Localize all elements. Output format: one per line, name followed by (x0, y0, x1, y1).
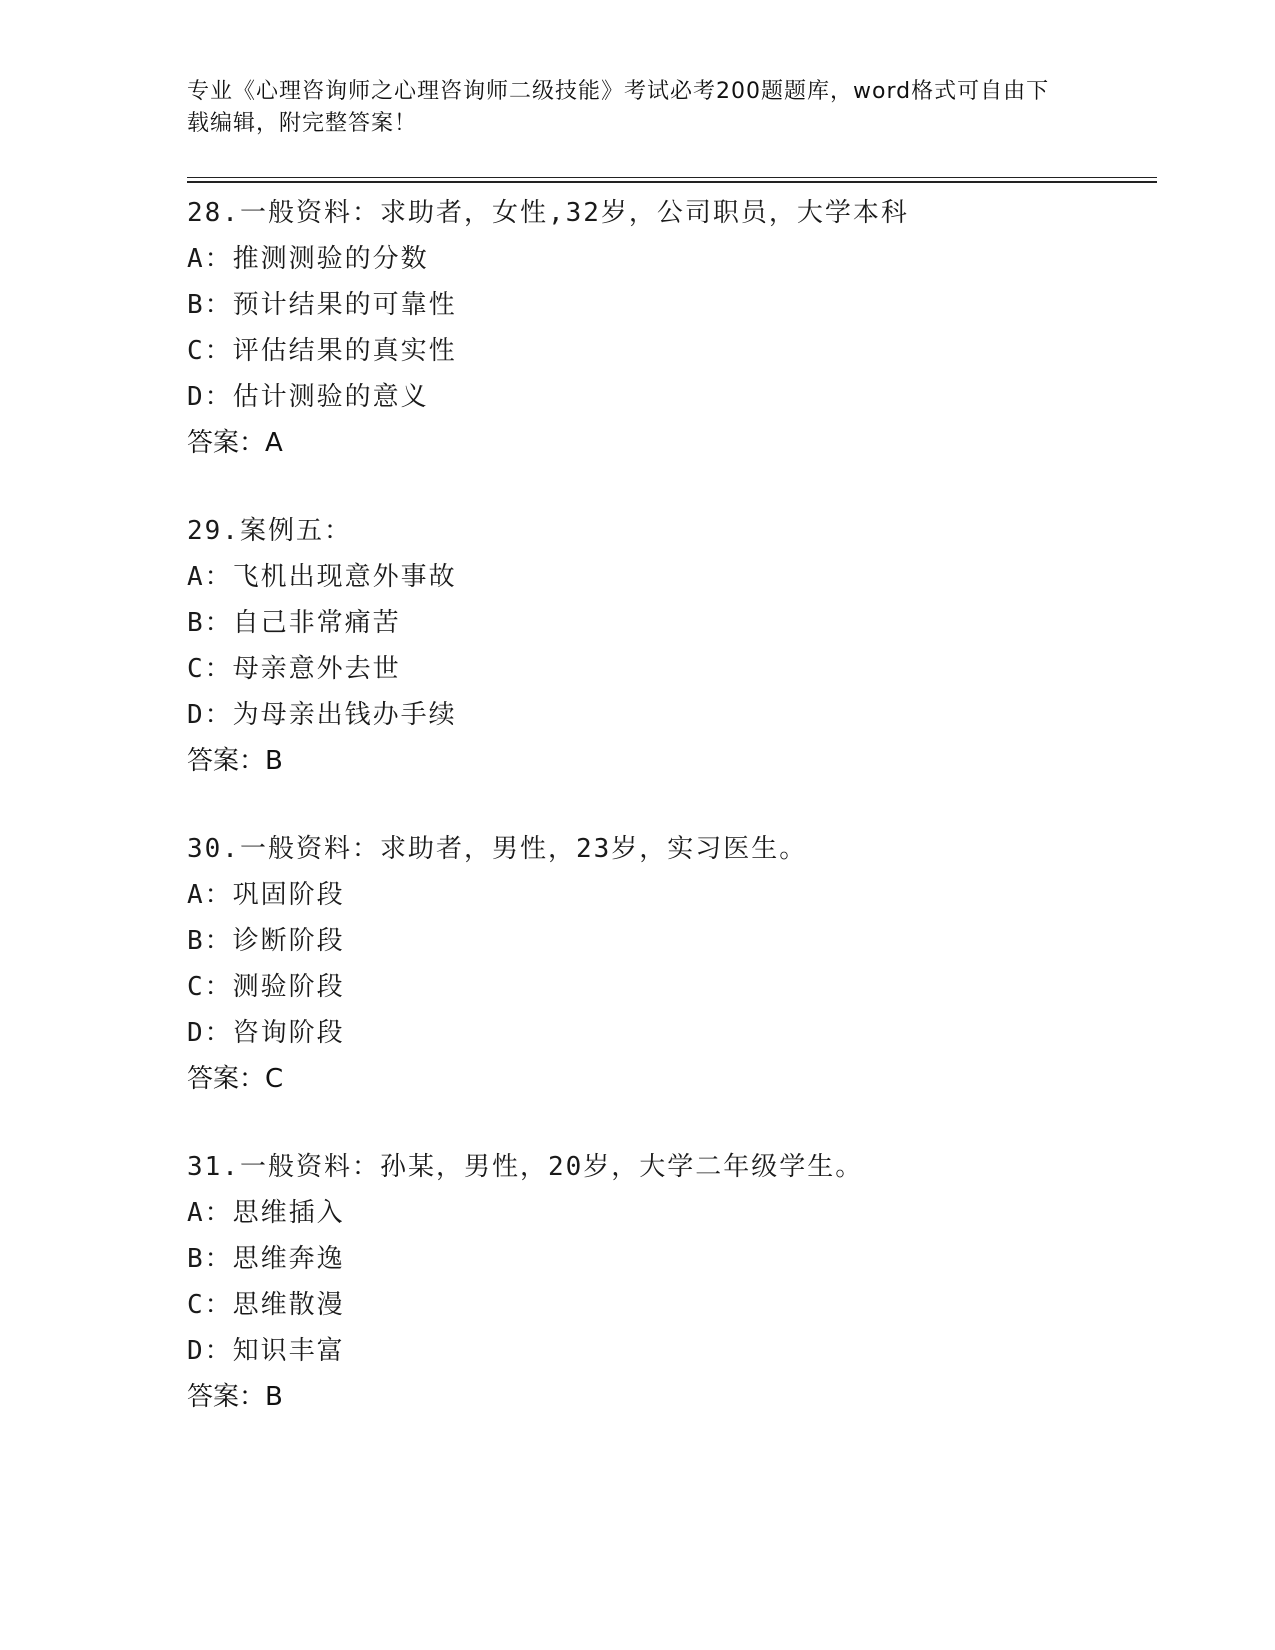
answer-line: 答案：B (187, 1382, 283, 1412)
option-b: B：诊断阶段 (187, 926, 345, 956)
option-b: B：思维奔逸 (187, 1244, 345, 1274)
answer-line: 答案：B (187, 746, 283, 776)
option-c: C：测验阶段 (187, 972, 345, 1002)
answer-line: 答案：C (187, 1064, 284, 1094)
option-d: D：为母亲出钱办手续 (187, 700, 457, 730)
option-a: A：飞机出现意外事故 (187, 562, 457, 592)
question-stem: 30.一般资料：求助者，男性，23岁，实习医生。 (187, 834, 808, 864)
option-d: D：知识丰富 (187, 1336, 345, 1366)
question-stem: 31.一般资料：孙某，男性，20岁，大学二年级学生。 (187, 1152, 864, 1182)
question-block (187, 190, 1157, 466)
question-stem: 29.案例五： (187, 516, 352, 546)
option-c: C：评估结果的真实性 (187, 336, 457, 366)
header-rule-thick (187, 181, 1157, 183)
option-d: D：估计测验的意义 (187, 382, 429, 412)
question-stem: 28.一般资料：求助者，女性,32岁，公司职员，大学本科 (187, 198, 909, 228)
answer-line: 答案：A (187, 428, 283, 458)
option-a: A：巩固阶段 (187, 880, 345, 910)
option-c: C：思维散漫 (187, 1290, 345, 1320)
question-block (187, 826, 1157, 1102)
question-list (187, 190, 1157, 1462)
question-block (187, 1144, 1157, 1420)
document-header: 专业《心理咨询师之心理咨询师二级技能》考试必考200题题库，word格式可自由下载编辑，附完整答案！ (187, 79, 1050, 136)
option-a: A：推测测验的分数 (187, 244, 429, 274)
question-block (187, 508, 1157, 784)
option-a: A：思维插入 (187, 1198, 345, 1228)
option-b: B：自己非常痛苦 (187, 608, 401, 638)
option-b: B：预计结果的可靠性 (187, 290, 457, 320)
option-c: C：母亲意外去世 (187, 654, 401, 684)
header-rule-thin (187, 177, 1157, 178)
option-d: D：咨询阶段 (187, 1018, 345, 1048)
